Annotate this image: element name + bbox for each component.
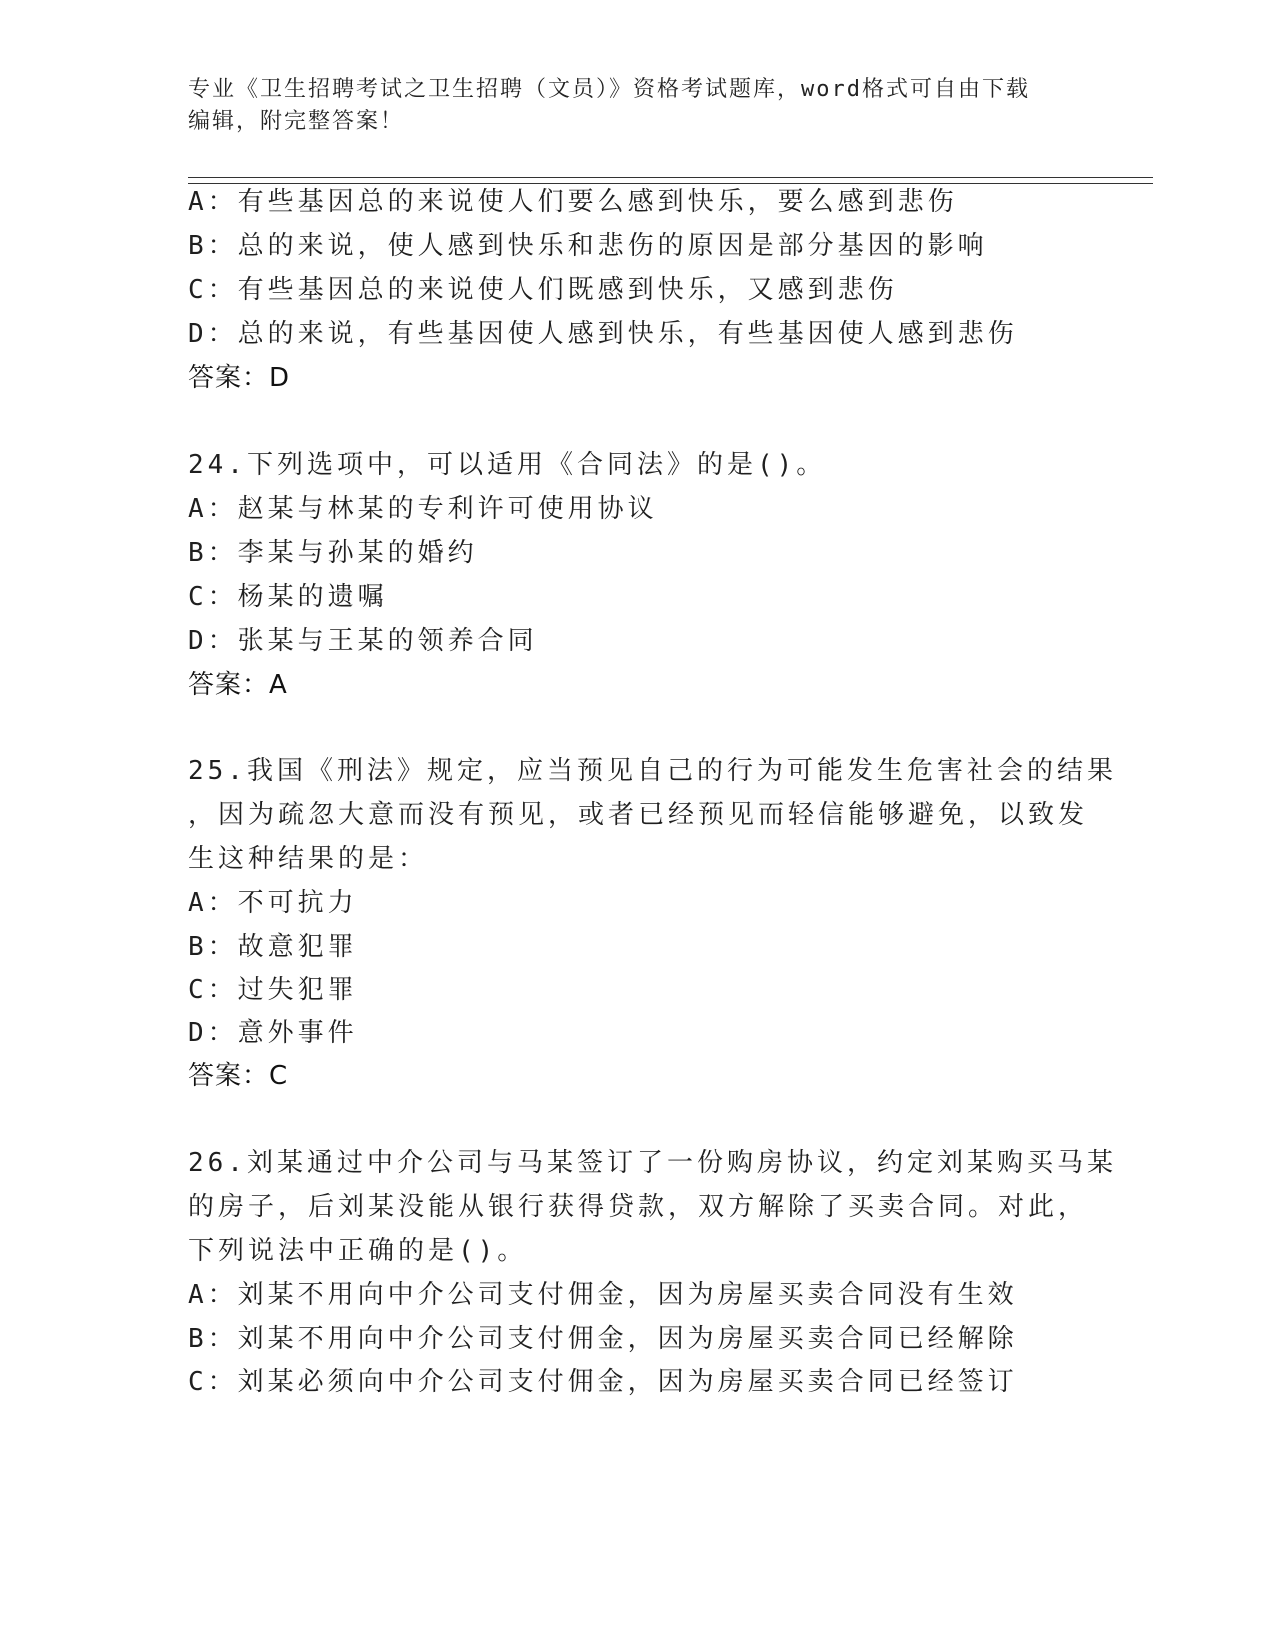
q26-stem-line-1: 26.刘某通过中介公司与马某签订了一份购房协议，约定刘某购买马某 [188, 1148, 1117, 1178]
q25-option-b: B：故意犯罪 [188, 932, 358, 962]
q25-answer: 答案：C [188, 1061, 289, 1091]
q26-option-a: A：刘某不用向中介公司支付佣金，因为房屋买卖合同没有生效 [188, 1280, 1018, 1310]
header-line-1: 专业《卫生招聘考试之卫生招聘（文员）》资格考试题库，word格式可自由下载 [188, 77, 1030, 102]
q23-option-b: B：总的来说，使人感到快乐和悲伤的原因是部分基因的影响 [188, 231, 988, 261]
q25-option-d: D：意外事件 [188, 1018, 358, 1048]
header-line-2: 编辑，附完整答案！ [188, 109, 405, 134]
q24-option-d: D：张某与王某的领养合同 [188, 626, 538, 656]
q23-answer: 答案：D [188, 363, 291, 393]
q24-answer: 答案：A [188, 670, 288, 700]
q24-option-a: A：赵某与林某的专利许可使用协议 [188, 494, 658, 524]
q25-stem-line-3: 生这种结果的是： [188, 844, 429, 874]
q23-option-d: D：总的来说，有些基因使人感到快乐，有些基因使人感到悲伤 [188, 319, 1018, 349]
q24-option-b: B：李某与孙某的婚约 [188, 538, 478, 568]
q23-option-a: A：有些基因总的来说使人们要么感到快乐，要么感到悲伤 [188, 187, 958, 217]
q25-option-c: C：过失犯罪 [188, 975, 358, 1005]
q26-option-c: C：刘某必须向中介公司支付佣金，因为房屋买卖合同已经签订 [188, 1367, 1018, 1397]
q25-stem-line-1: 25.我国《刑法》规定，应当预见自己的行为可能发生危害社会的结果 [188, 756, 1117, 786]
q25-stem-line-2: ，因为疏忽大意而没有预见，或者已经预见而轻信能够避免，以致发 [188, 800, 1089, 830]
q26-option-b: B：刘某不用向中介公司支付佣金，因为房屋买卖合同已经解除 [188, 1324, 1018, 1354]
q26-stem-line-2: 的房子，后刘某没能从银行获得贷款，双方解除了买卖合同。对此， [188, 1192, 1089, 1222]
document-header [188, 74, 1068, 138]
q24-option-c: C：杨某的遗嘱 [188, 582, 388, 612]
header-divider-top [188, 177, 1153, 178]
q24-stem: 24.下列选项中，可以适用《合同法》的是()。 [188, 450, 827, 480]
q23-option-c: C：有些基因总的来说使人们既感到快乐，又感到悲伤 [188, 275, 898, 305]
q25-option-a: A：不可抗力 [188, 888, 358, 918]
q26-stem-line-3: 下列说法中正确的是()。 [188, 1236, 528, 1266]
